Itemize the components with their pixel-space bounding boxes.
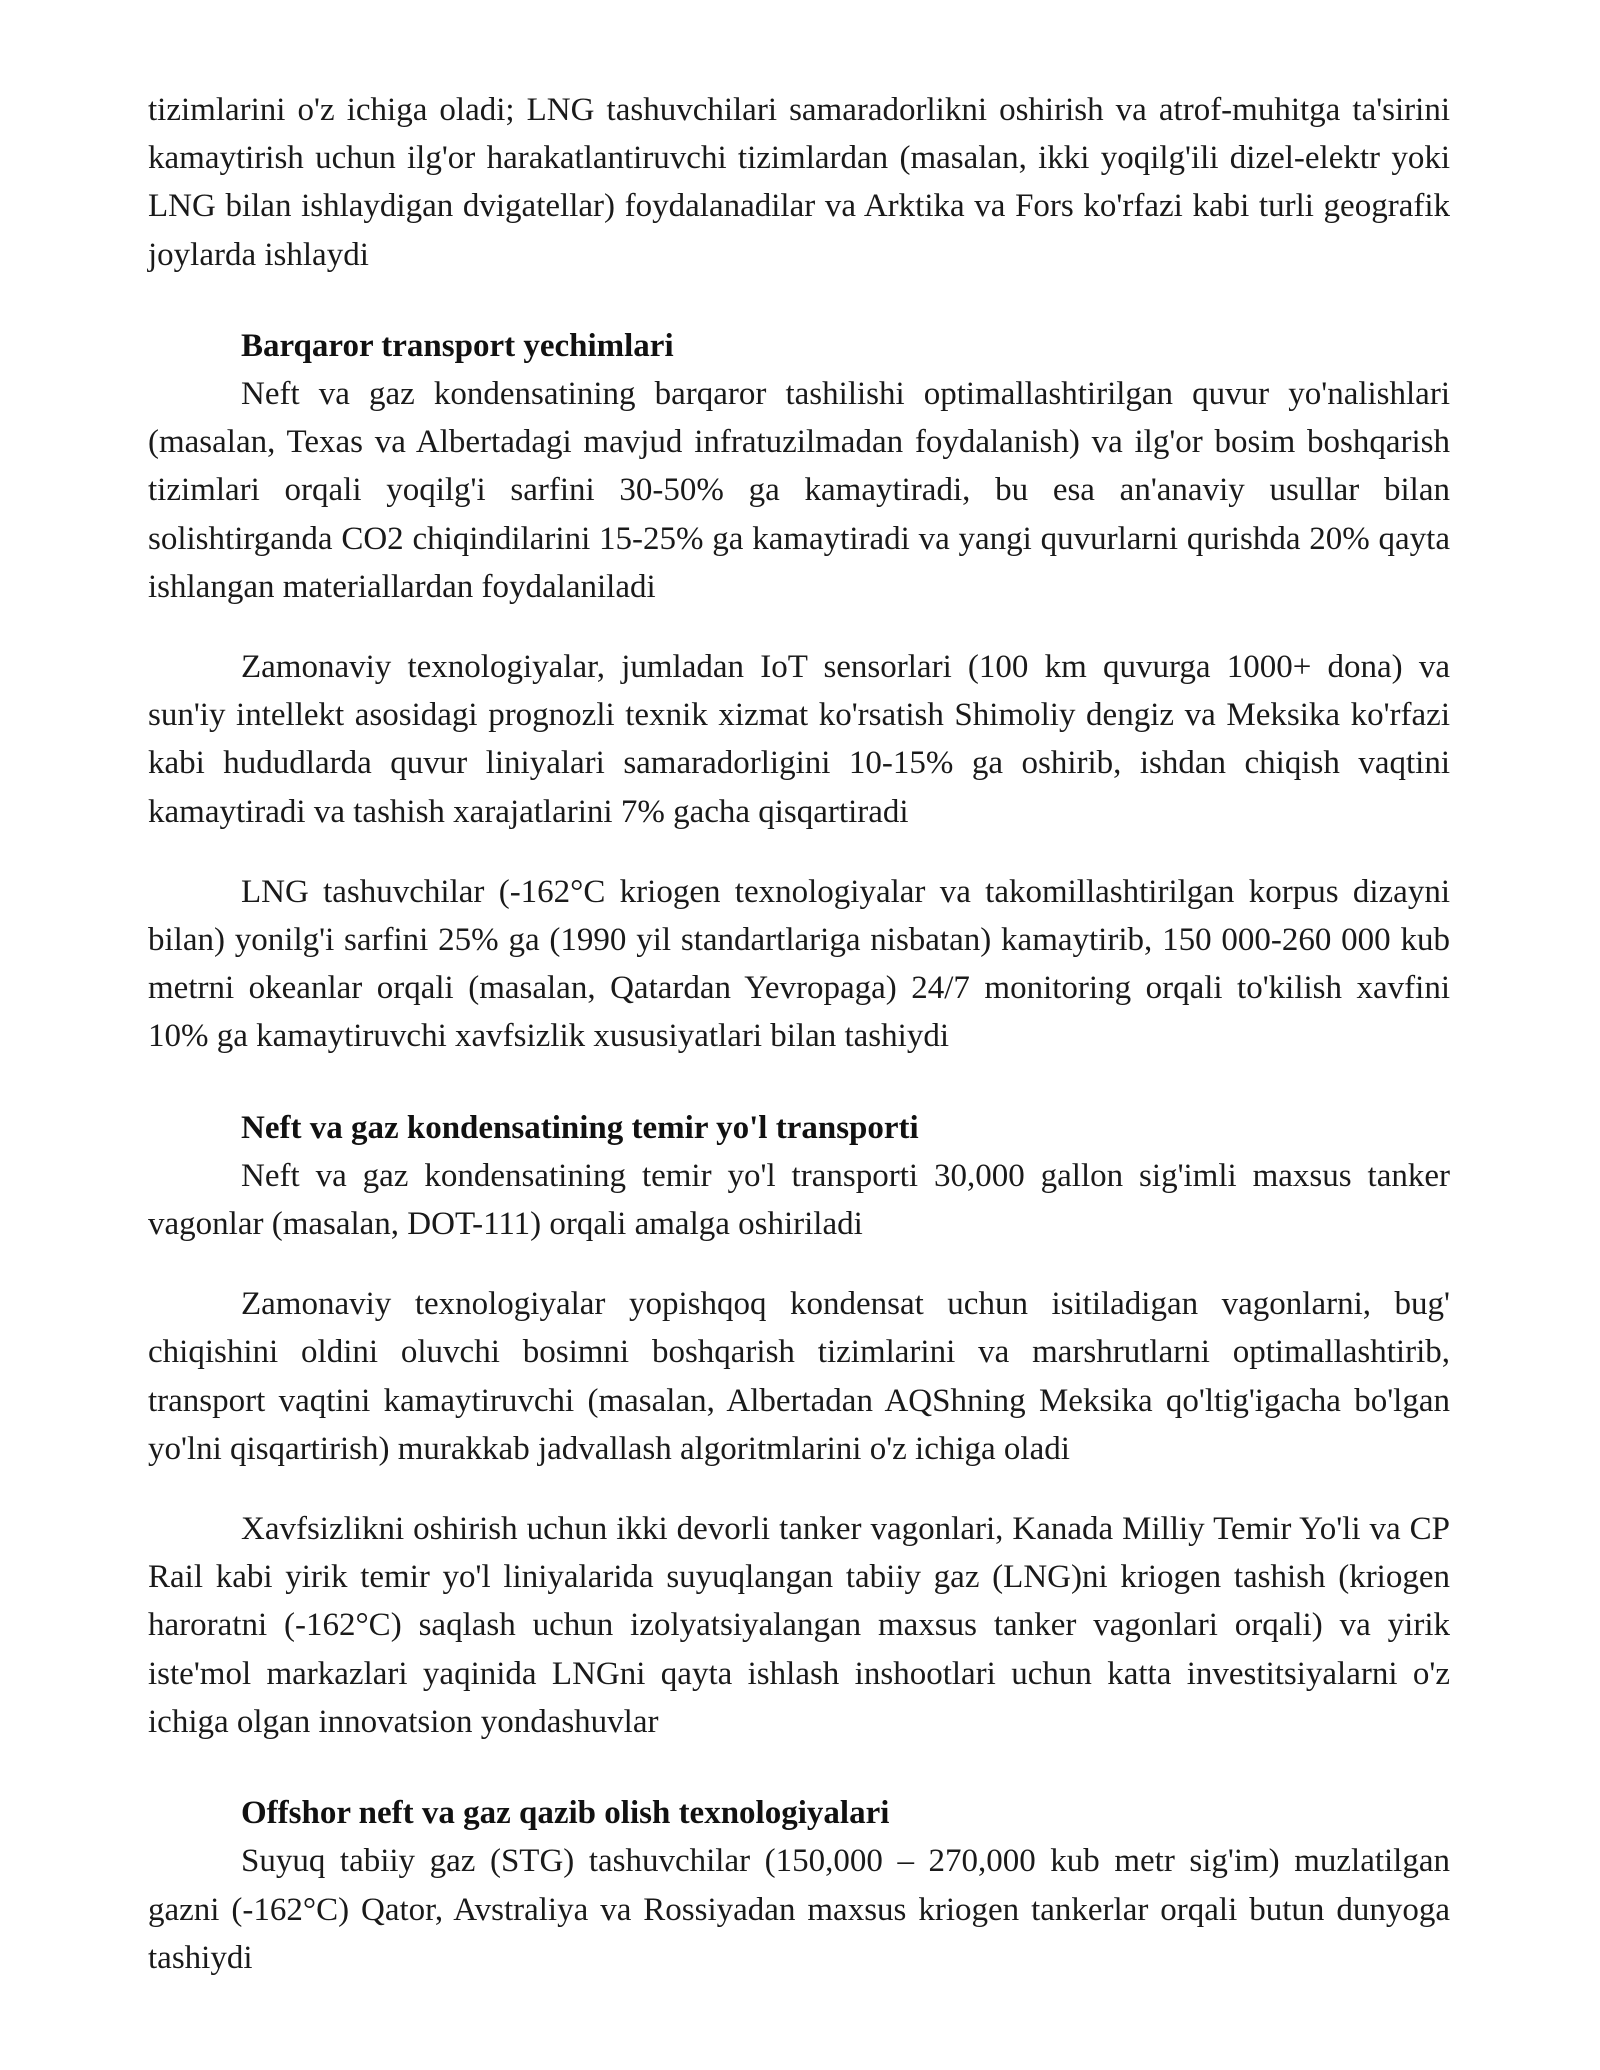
paragraph: Suyuq tabiiy gaz (STG) tashuvchilar (150,000 – 270,000 kub metr sig'im) muzlatilgan gazni (-162°C) Qator, Avstraliya va Rossiyadan maxsus kriogen tankerlar orqali butun dunyoga tashiydi [148,1843,1450,1976]
paragraph: Neft va gaz kondensatining barqaror tashilishi optimallashtirilgan quvur yo'nalishlari (masalan, Texas va Albertadagi mavjud infratuzilmadan foydalanish) va ilg'or bosim boshqarish tizimlari orqali yoqilg'i sarfini 30-50% ga kamaytiradi, bu esa an'anaviy usullar bilan solishtirganda CO2 chiqindilarini 15-25% ga kamaytiradi va yangi quvurlarni qurishda 20% qayta ishlangan materiallardan foydalaniladi [148,376,1450,605]
paragraph: LNG tashuvchilar (-162°C kriogen texnologiyalar va takomillashtirilgan korpus dizayni bilan) yonilg'i sarfini 25% ga (1990 yil standartlariga nisbatan) kamaytirib, 150 000-260 000 kub metrni okeanlar orqali (masalan, Qatardan Yevropaga) 24/7 monitoring orqali to'kilish xavfini 10% ga kamaytiruvchi xavfsizlik xususiyatlari bilan tashiydi [148,873,1450,1055]
paragraph: Xavfsizlikni oshirish uchun ikki devorli tanker vagonlari, Kanada Milliy Temir Yo'li va CP Rail kabi yirik temir yo'l liniyalarida suyuqlangan tabiiy gaz (LNG)ni kriogen tashish (kriogen haroratni (-162°C) saqlash uchun izolyatsiyalangan maxsus tanker vagonlari orqali) va yirik iste'mol markazlari yaqinida LNGni qayta ishlash inshootlari uchun katta investitsiyalarni o'z ichiga olgan innovatsion yondashuvlar [148,1511,1450,1740]
section-heading-sustainable-transport: Barqaror transport yechimlari [241,327,674,364]
section-heading-offshore-technologies: Offshor neft va gaz qazib olish texnologiyalari [241,1795,890,1832]
paragraph: Zamonaviy texnologiyalar yopishqoq kondensat uchun isitiladigan vagonlarni, bug' chiqishini oldini oluvchi bosimni boshqarish tizimlarini va marshrutlarni optimallashtirib, transport vaqtini kamaytiruvchi (masalan, Albertadan AQShning Meksika qo'ltig'igacha bo'lgan yo'lni qisqartirish) murakkab jadvallash algoritmlarini o'z ichiga oladi [148,1286,1450,1467]
paragraph: Zamonaviy texnologiyalar, jumladan IoT sensorlari (100 km quvurga 1000+ dona) va sun'iy intellekt asosidagi prognozli texnik xizmat ko'rsatish Shimoliy dengiz va Meksika ko'rfazi kabi hududlarda quvur liniyalari samaradorligini 10-15% ga oshirib, ishdan chiqish vaqtini kamaytiradi va tashish xarajatlarini 7% gacha qisqartiradi [148,649,1450,830]
paragraph: Neft va gaz kondensatining temir yo'l transporti 30,000 gallon sig'imli maxsus tanker vagonlar (masalan, DOT-111) orqali amalga oshiriladi [148,1157,1450,1243]
document-page [148,86,1450,1982]
section-heading-rail-transport: Neft va gaz kondensatining temir yo'l transporti [241,1109,919,1146]
intro-paragraph: tizimlarini o'z ichiga oladi; LNG tashuvchilari samaradorlikni oshirish va atrof-muhitga ta'sirini kamaytirish uchun ilg'or harakatlantiruvchi tizimlardan (masalan, ikki yoqilg'ili dizel-elektr yoki LNG bilan ishlaydigan dvigatellar) foydalanadilar va Arktika va Fors ko'rfazi kabi turli geografik joylarda ishlaydi [148,92,1450,273]
